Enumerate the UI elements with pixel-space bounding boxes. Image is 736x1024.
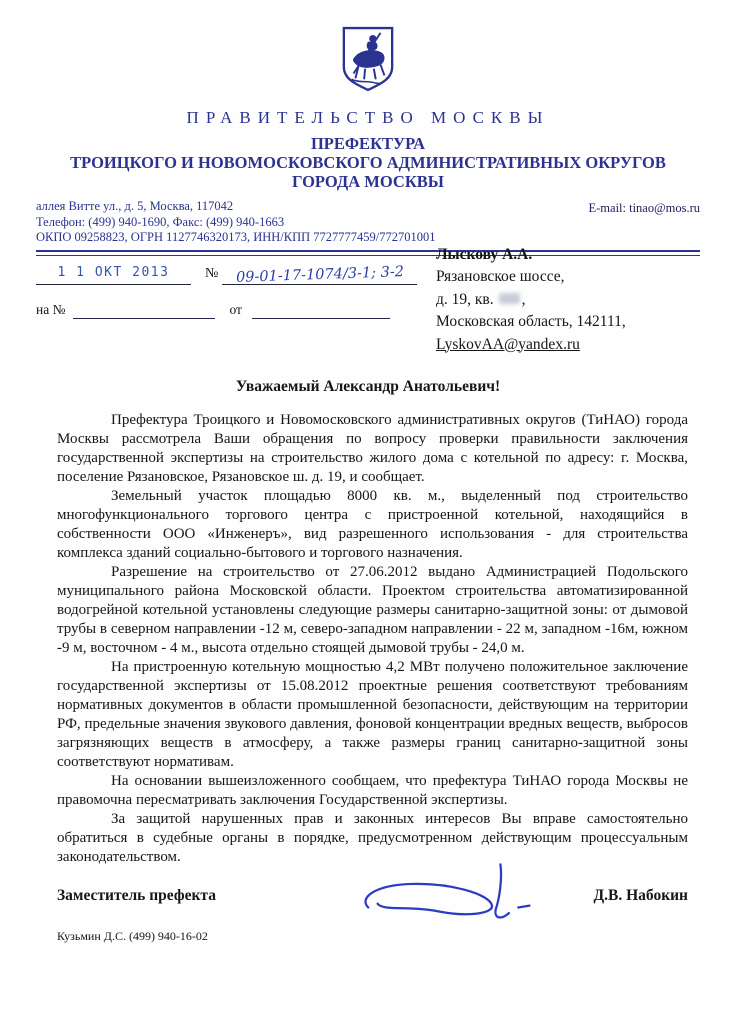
org-name-line2: ТРОИЦКОГО И НОВОМОСКОВСКОГО АДМИНИСТРАТИВНЫХ ОКРУГОВ [70, 153, 666, 172]
paragraph-3: Разрешение на строительство от 27.06.2012 выдано Администрацией Подольского муниципального района Московской области. Проектом строительства автоматизированной водогрейной котельной установлены следующие размеры санитарно-защитной зоны: от дымовой трубы в северном направлении -12 м, северо-западном направлении - 22 м, западном -16м, южном -9 м, восточном - 4 м., высота отдельно стоящей дымовой трубы - 24,0 м. [57, 564, 688, 656]
reply-number-blank [73, 305, 215, 319]
redacted-apartment-number [499, 293, 520, 304]
org-name-line3: ГОРОДА МОСКВЫ [291, 172, 444, 191]
signatory-name: Д.В. Набокин [593, 887, 688, 904]
recipient-email: LyskovAA@yandex.ru [436, 335, 580, 353]
reply-from-label: от [229, 301, 242, 317]
date-stamp: 1 1 ОКТ 2013 [36, 265, 191, 285]
reply-to-label: на № [36, 301, 66, 317]
paragraph-1: Префектура Троицкого и Новомосковского административных округов (ТиНАО) города Москвы рассмотрела Ваши обращения по вопросу проверки правильности заключения государственной экспертизы на строительство жилого дома с котельной по адресу: г. Москва, поселение Рязановское, Рязановское ш. д. 19, и сообщает. [57, 412, 688, 485]
handwritten-signature [352, 855, 542, 935]
emblem-container [36, 24, 700, 99]
recipient-block [436, 244, 626, 357]
moscow-coat-of-arms-icon [339, 24, 397, 94]
recipient-address-line1: Рязановское шоссе, [436, 268, 565, 285]
paragraph-6: За защитой нарушенных прав и законных интересов Вы вправе самостоятельно обратиться в судебные органы в порядке, предусмотренном действующим процессуальным законодательством. [57, 811, 688, 865]
salutation: Уважаемый Александр Анатольевич! [235, 378, 501, 395]
number-label: № [205, 265, 219, 281]
contact-block [36, 199, 700, 246]
signature-row [57, 887, 688, 905]
paragraph-4: На пристроенную котельную мощностью 4,2 МВт получено положительное заключение государственной экспертизы от 15.08.2012 проектные решения соответствуют требованиям нормативных документов в области промышленной безопасности, действующим на территории РФ, предельные значения звукового давления, фоновой концентрации вредных веществ, выбросов загрязняющих веществ в атмосферу, а также размеры границ санитарно-защитной зоны соответствуют нормативам. [57, 659, 688, 770]
org-phone-fax: Телефон: (499) 940-1690, Факс: (499) 940-1663 [36, 214, 285, 229]
paragraph-5: На основании вышеизложенного сообщаем, что префектура ТиНАО города Москвы не правомочна пересматривать заключения Государственной экспертизы. [57, 773, 688, 808]
org-registry-codes: ОКПО 09258823, ОГРН 1127746320173, ИНН/КПП 7727777459/772701001 [36, 230, 436, 244]
letter-body [57, 411, 688, 867]
recipient-address-line2: д. 19, кв. , [436, 290, 526, 308]
government-title: ПРАВИТЕЛЬСТВО МОСКВЫ [186, 108, 550, 127]
outgoing-number-handwritten: 09-01-17-1074/3-1; 3-2 [222, 267, 417, 285]
recipient-address-line3: Московская область, 142111, [436, 313, 626, 330]
signatory-position: Заместитель префекта [57, 887, 216, 904]
org-email: E-mail: tinao@mos.ru [588, 201, 700, 215]
reference-fields [36, 256, 436, 357]
reply-date-blank [252, 305, 390, 319]
reference-row [36, 245, 700, 357]
paragraph-2: Земельный участок площадью 8000 кв. м., выделенный под строительство многофункционального торгового центра с пристроенной котельной, находящийся в собственности ООО «Инженеръ», вид разрешенного использования - для строительства комплекса зданий социально-бытового и торгового назначения. [57, 488, 688, 561]
org-name-line1: ПРЕФЕКТУРА [310, 134, 426, 153]
org-address: аллея Витте ул., д. 5, Москва, 117042 [36, 199, 234, 213]
executor-contact: Кузьмин Д.С. (499) 940-16-02 [57, 929, 208, 943]
recipient-name: Лыскову А.А. [436, 245, 533, 263]
